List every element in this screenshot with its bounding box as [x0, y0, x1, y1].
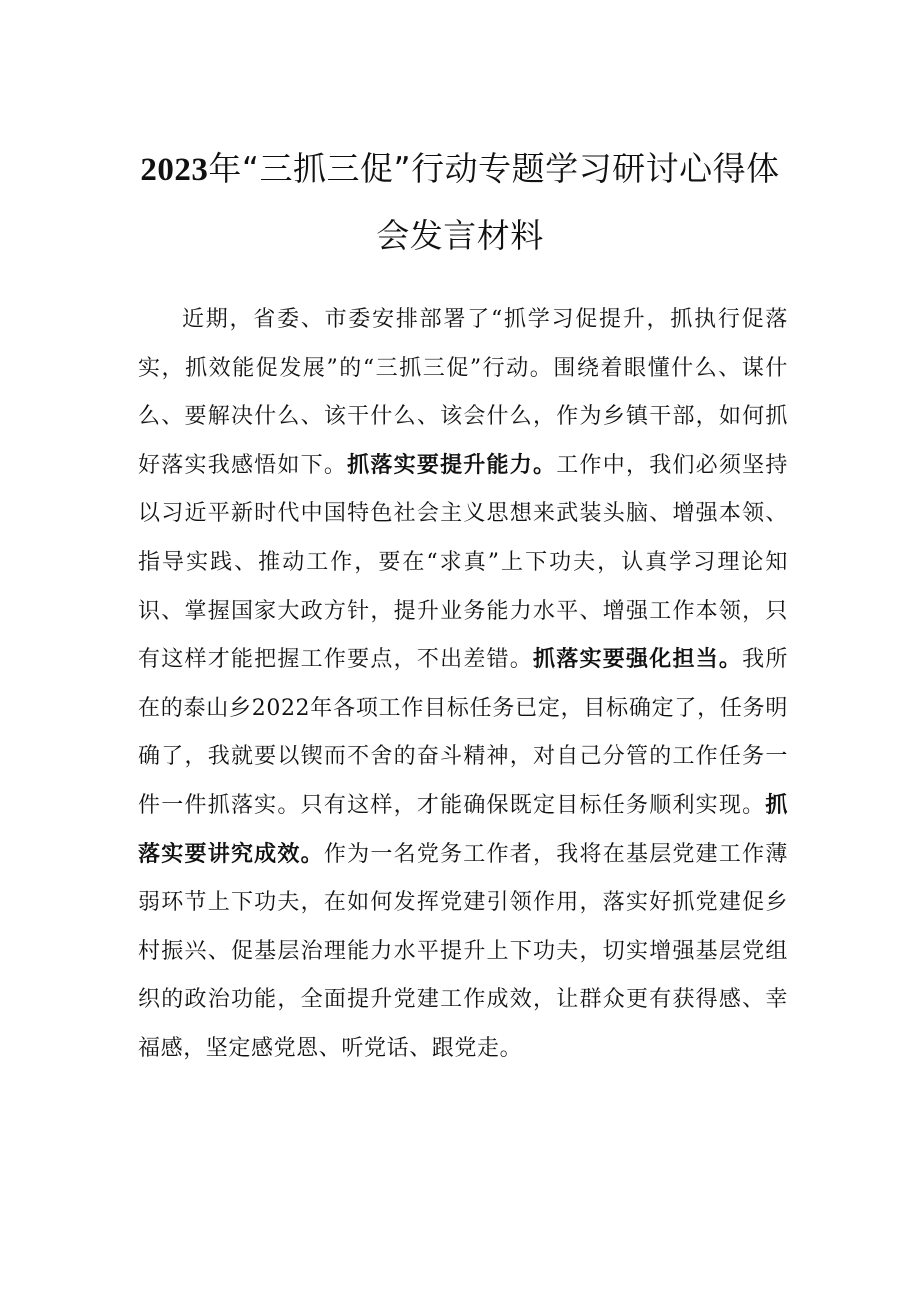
title-year: 2023	[140, 152, 209, 188]
title-line-2: 会发言材料	[376, 216, 544, 255]
paragraph-text: 我所在的泰山乡2022年各项工作目标任务已定，目标确定了，任务明确了，我就要以锲而不舍的奋斗精神，对自己分管的工作任务一件一件抓落实。只有这样，才能确保既定目标任务顺利实现。	[138, 647, 789, 818]
paragraph-text: 工作中，我们必须坚持以习近平新时代中国特色社会主义思想来武装头脑、增强本领、指导实践、推动工作，要在“求真”上下功夫，认真学习理论知识、掌握国家大政方针，提升业务能力水平、增强工作本领，只有这样才能把握工作要点，不出差错。	[138, 452, 788, 673]
title-line-1-text: 年“三抓三促”行动专题学习研讨心得体	[208, 149, 780, 188]
paragraph-heading-effectiveness: 抓落实要讲究成效。	[138, 792, 788, 867]
document-title	[120, 136, 800, 269]
paragraph-text: 近期，省委、市委安排部署了“抓学习促提升，抓执行促落实，抓效能促发展”的“三抓三促”行动。围绕着眼懂什么、谋什么、要解决什么、该干什么、该会什么，作为乡镇干部，如何抓好落实我感悟如下。	[138, 307, 788, 478]
paragraph-heading-ability: 抓落实要提升能力。	[347, 452, 557, 478]
title-line-1	[120, 136, 800, 203]
body-paragraph	[138, 296, 788, 1074]
paragraph-heading-responsibility: 抓落实要强化担当。	[533, 647, 743, 673]
paragraph-text: 作为一名党务工作者，我将在基层党建工作薄弱环节上下功夫，在如何发挥党建引领作用，落实好抓党建促乡村振兴、促基层治理能力水平提升上下功夫，切实增强基层党组织的政治功能，全面提升党建工作成效，让群众更有获得感、幸福感，坚定感党恩、听党话、跟党走。	[138, 841, 788, 1061]
